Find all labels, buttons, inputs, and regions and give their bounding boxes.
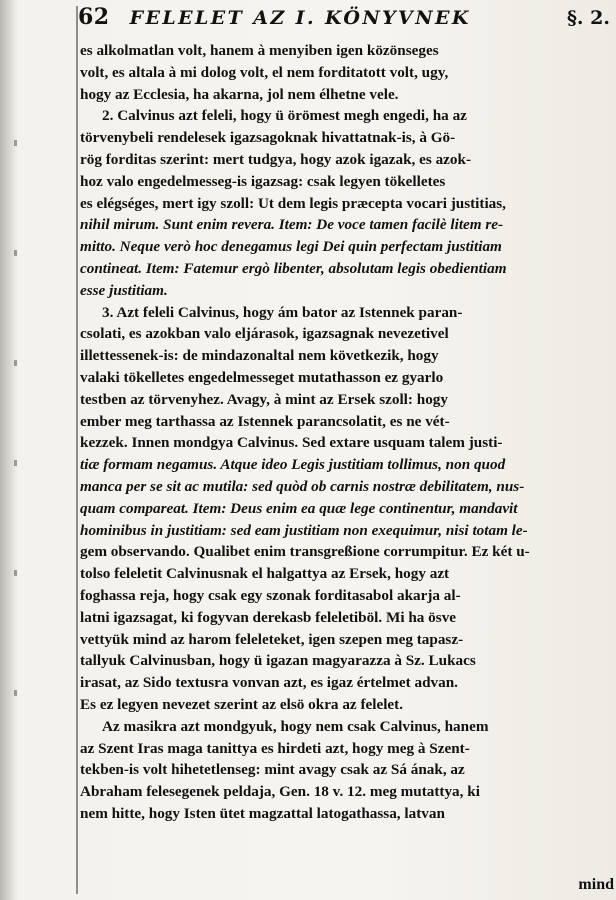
text-line: hoz valo engedelmesseg-is igazsag: csak legyen tökelletes: [80, 172, 446, 190]
margin-marks: [6, 100, 56, 800]
paragraph-start-4: Az masikra azt mondgyuk, hogy nem csak Calvinus, hanem: [102, 717, 489, 735]
catchword: mind: [578, 876, 614, 893]
text-line: az Szent Iras maga tanittya es hirdeti azt, hogy meg à Szent-: [80, 739, 470, 757]
text-line: tolso feleletit Calvinusnak el halgattya az Ersek, hogy azt: [80, 565, 450, 583]
text-line: csolati, es azokban valo eljárasok, igazsagnak nevezetivel: [80, 325, 449, 343]
text-line: irasat, az Sido textusra vonvan azt, es igaz értelmet advan.: [80, 674, 458, 692]
text-line: gem observando. Qualibet enim transgreßione corrumpitur. Ez két u-: [80, 543, 530, 561]
text-line: hogy az Ecclesia, ha akarna, jol nem élhetne vele.: [80, 85, 399, 103]
text-line: es elégséges, mert igy szoll: Ut dem legis præcepta vocari justitias,: [80, 194, 506, 212]
text-line: es alkolmatlan volt, hanem à menyiben igen közönseges: [80, 42, 439, 59]
text-line: törvenybeli rendelesek igazsagoknak hivattatnak-is, à Gö-: [80, 129, 456, 147]
text-line: latni igazsagat, ki fogyvan derekasb feleletiböl. Mi ha ösve: [80, 608, 457, 626]
running-title: FELELET AZ I. KÖNYVNEK: [129, 7, 471, 29]
page-number: 62: [78, 4, 110, 30]
latin-quote-line: mitto. Neque verò hoc denegamus legi Dei quin perfectam justitiam: [80, 238, 502, 256]
paragraph-start-3: 3. Azt feleli Calvinus, hogy ám bator az Istennek paran-: [102, 303, 463, 321]
text-line: nem hitte, hogy Isten ütet magzattal latogathassa, latvan: [80, 804, 445, 822]
paragraph-start-2: 2. Calvinus azt feleli, hogy ü örömest megh engedi, ha az: [102, 107, 467, 125]
text-line: Es ez legyen nevezet szerint az elsö okra az felelet.: [80, 695, 404, 713]
text-line: tallyuk Calvinusban, hogy ü igazan magyarazza à Sz. Lukacs: [80, 652, 476, 670]
body-text: [80, 40, 614, 825]
text-line: volt, es altala à mi dolog volt, el nem forditatott volt, ugy,: [80, 63, 449, 81]
text-line: vettyük mind az harom feleleteket, igen szepen meg tapasz-: [80, 630, 464, 648]
text-line: illettessenek-is: de mindazonaltal nem következik, hogy: [80, 347, 439, 365]
running-header: [78, 4, 610, 34]
text-line: rög forditas szerint: mert tudgya, hogy azok igazak, es azok-: [80, 150, 472, 168]
latin-quote-line: tiæ formam negamus. Atque ideo Legis justitiam tollimus, non quod: [80, 456, 506, 474]
text-line: foghassa reja, hogy csak egy szonak forditasabol akarja al-: [80, 586, 461, 604]
latin-quote-line: quam compareat. Item: Deus enim ea quæ lege continentur, mandavit: [80, 499, 518, 517]
text-line: ember meg tarthassa az Istennek parancsolatit, es ne vét-: [80, 412, 450, 430]
latin-quote-line: hominibus in justitiam: sed eam justitiam non exequimur, nisi totam le-: [80, 521, 528, 539]
text-line: kezzek. Innen mondgya Calvinus. Sed extare usquam talem justi-: [80, 434, 503, 452]
gutter-rule: [76, 6, 78, 894]
latin-quote-line: esse justitiam.: [80, 281, 168, 299]
section-mark: §. 2.: [566, 7, 610, 29]
latin-quote-line: nihil mirum. Sunt enim revera. Item: De voce tamen facilè litem re-: [80, 216, 504, 234]
latin-quote-line: contineat. Item: Fatemur ergò libenter, absolutam legis obedientiam: [80, 259, 507, 277]
latin-quote-line: manca per se sit ac mutila: sed quòd ob carnis nostræ debilitatem, nus-: [80, 477, 525, 495]
text-line: testben az törvenyhez. Avagy, à mint az Ersek szoll: hogy: [80, 390, 448, 408]
text-line: Abraham felesegenek peldaja, Gen. 18 v. 12. meg mutattya, ki: [80, 783, 480, 801]
text-line: tekben-is volt hihetetlenseg: mint avagy csak az Sá ának, az: [80, 761, 465, 779]
text-line: valaki tökelletes engedelmesseget mutathasson ez gyarlo: [80, 368, 444, 386]
